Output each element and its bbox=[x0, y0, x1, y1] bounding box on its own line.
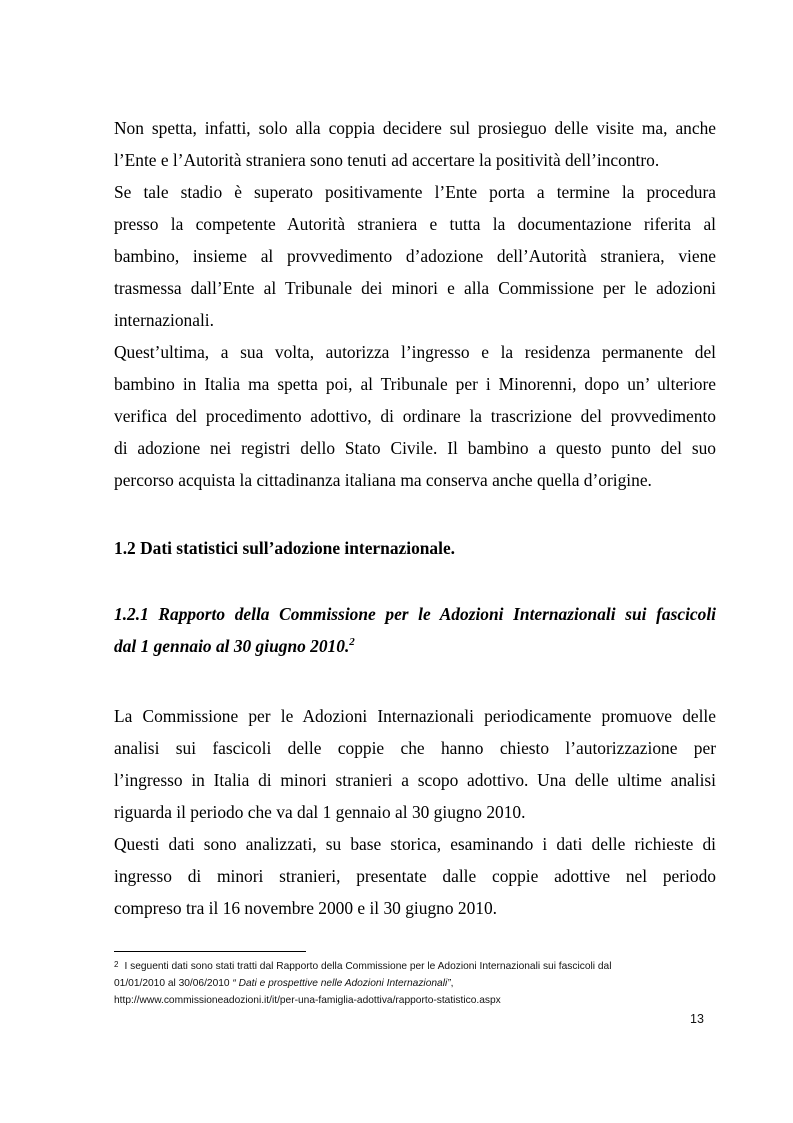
text-line: ingresso di minori stranieri, presentate dalle coppie adottive nel periodo bbox=[114, 866, 716, 886]
text-line: analisi sui fascicoli delle coppie che hanno chiesto l’autorizzazione per bbox=[114, 738, 716, 758]
paragraph-block-bottom bbox=[114, 700, 716, 924]
footnote-line-1 bbox=[114, 958, 724, 975]
footnote-marker: 2 bbox=[114, 960, 119, 969]
text-line: Se tale stadio è superato positivamente l’Ente porta a termine la procedura bbox=[114, 182, 716, 202]
text-line: compreso tra il 16 novembre 2000 e il 30 giugno 2010. bbox=[114, 898, 498, 918]
footnote-date-range: 01/01/2010 al 30/06/2010 bbox=[114, 978, 233, 989]
footnote-line-2 bbox=[114, 975, 724, 992]
page-number: 13 bbox=[690, 1012, 704, 1026]
paragraph-block-top bbox=[114, 112, 716, 496]
footnote-report-title: “ Dati e prospettive nelle Adozioni Internazionali” bbox=[232, 978, 451, 989]
section-heading: 1.2 Dati statistici sull’adozione internazionale. bbox=[114, 538, 456, 558]
text-line: Quest’ultima, a sua volta, autorizza l’ingresso e la residenza permanente del bbox=[114, 342, 716, 362]
text-line: l’Ente e l’Autorità straniera sono tenuti ad accertare la positività dell’incontro. bbox=[114, 150, 660, 170]
text-line: Non spetta, infatti, solo alla coppia decidere sul prosieguo delle visite ma, anche bbox=[114, 118, 716, 138]
footnote bbox=[114, 958, 724, 1009]
text-line: percorso acquista la cittadinanza italiana ma conserva anche quella d’origine. bbox=[114, 470, 652, 490]
footnote-punctuation: , bbox=[450, 978, 454, 989]
text-line: bambino, insieme al provvedimento d’adozione dell’Autorità straniera, viene bbox=[114, 246, 716, 266]
text-line: verifica del procedimento adottivo, di ordinare la trascrizione del provvedimento bbox=[114, 406, 716, 426]
subsection-heading-text: dal 1 gennaio al 30 giugno 2010. bbox=[114, 636, 350, 656]
text-line: trasmessa dall’Ente al Tribunale dei minori e alla Commissione per le adozioni bbox=[114, 278, 716, 298]
text-line: l’ingresso in Italia di minori stranieri a scopo adottivo. Una delle ultime analisi bbox=[114, 770, 716, 790]
subsection-heading bbox=[114, 598, 716, 662]
footnote-url[interactable]: http://www.commissioneadozioni.it/it/per-una-famiglia-adottiva/rapporto-statistico.aspx bbox=[114, 995, 501, 1006]
footnote-separator bbox=[114, 951, 306, 952]
subsection-heading-line-1: 1.2.1 Rapporto della Commissione per le Adozioni Internazionali sui fascicoli bbox=[114, 604, 716, 624]
text-line: presso la competente Autorità straniera e tutta la documentazione riferita al bbox=[114, 214, 716, 234]
subsection-heading-line-2 bbox=[114, 630, 716, 662]
text-line: internazionali. bbox=[114, 310, 214, 330]
footnote-reference[interactable]: 2 bbox=[349, 636, 355, 648]
text-line: di adozione nei registri dello Stato Civile. Il bambino a questo punto del suo bbox=[114, 438, 716, 458]
text-line: bambino in Italia ma spetta poi, al Tribunale per i Minorenni, dopo un’ ulteriore bbox=[114, 374, 716, 394]
text-line: Questi dati sono analizzati, su base storica, esaminando i dati delle richieste di bbox=[114, 834, 716, 854]
text-line: La Commissione per le Adozioni Internazionali periodicamente promuove delle bbox=[114, 706, 716, 726]
footnote-text: I seguenti dati sono stati tratti dal Rapporto della Commissione per le Adozioni Internazionali sui fascicoli dal bbox=[124, 961, 612, 972]
text-line: riguarda il periodo che va dal 1 gennaio al 30 giugno 2010. bbox=[114, 802, 526, 822]
